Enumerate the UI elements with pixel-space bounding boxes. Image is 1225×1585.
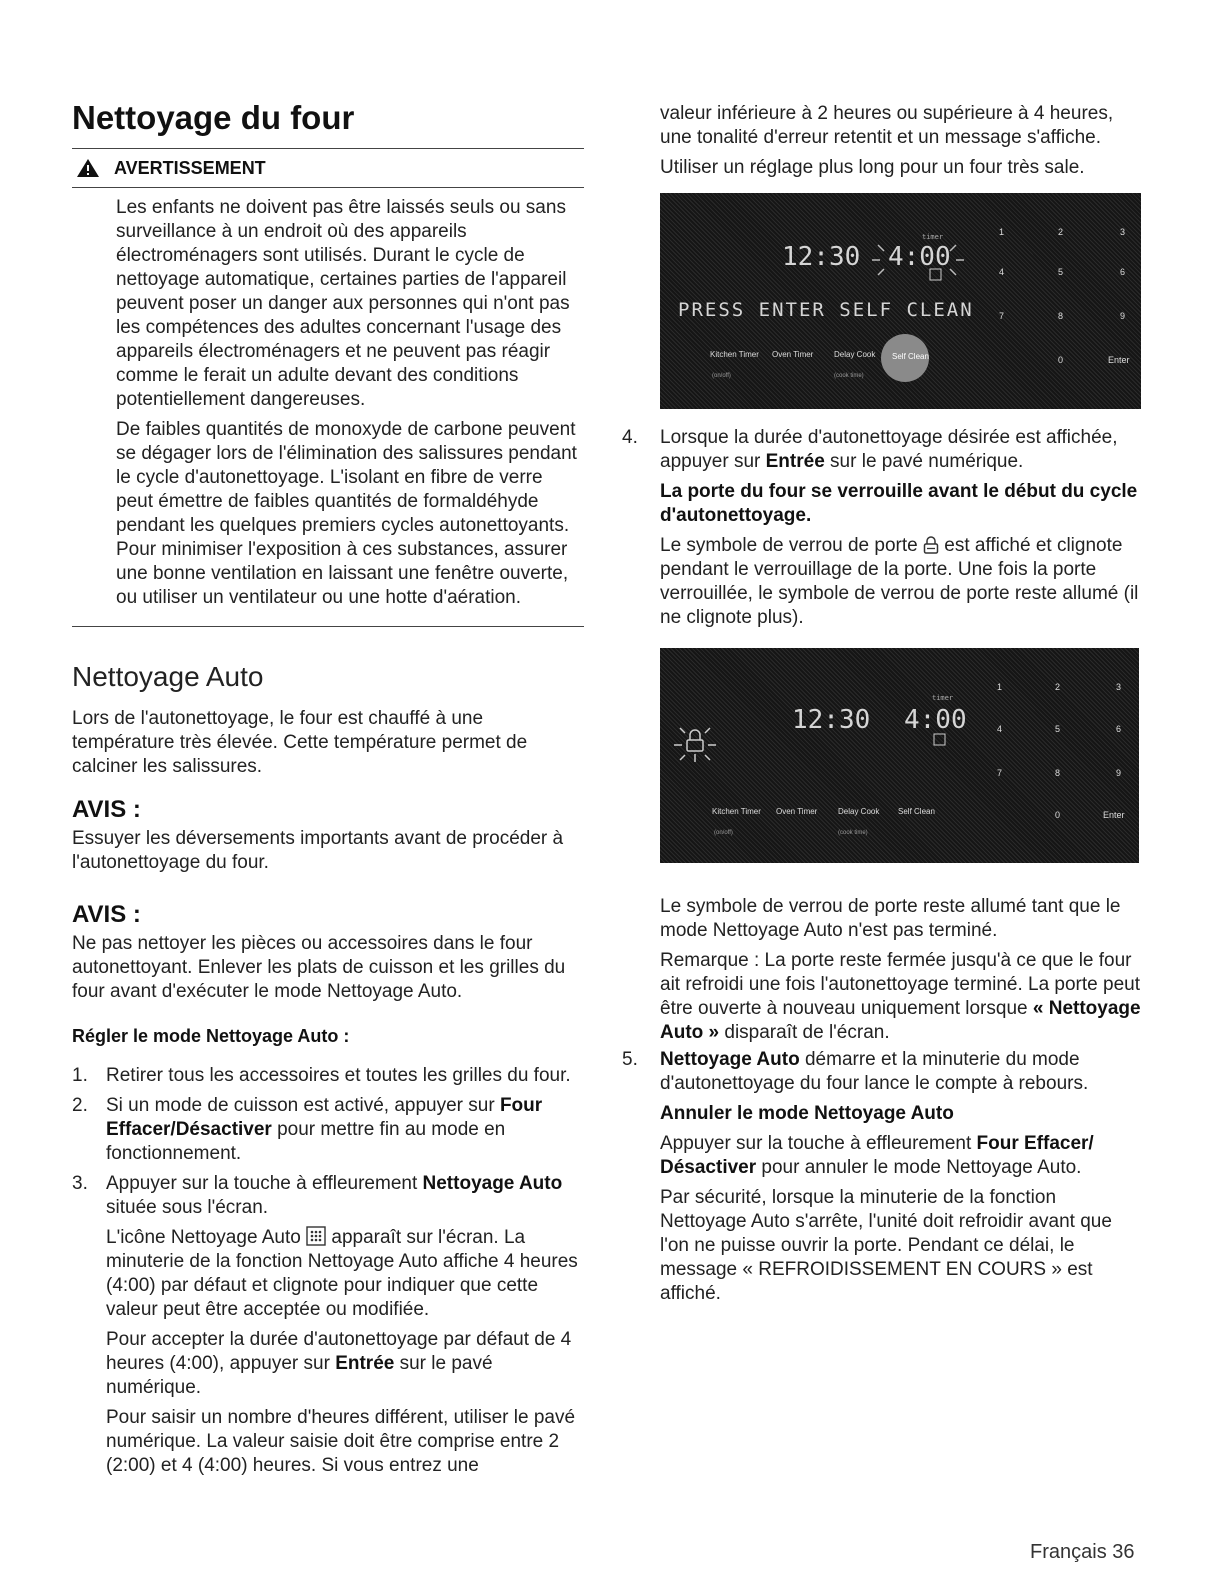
panel-2-self-clean-icon <box>934 734 945 745</box>
step-3-enter-paragraph: Pour saisir un nombre d'heures différent, utiliser le pavé numérique. La valeur saisie doit être comprise entre 2 (2:00) et 4 (4:00) heures. Si vous entrez une <box>106 1407 576 1476</box>
lock-stays-paragraph: Le symbole de verrou de porte reste allumé tant que le mode Nettoyage Auto n'est pas terminé. <box>660 896 1121 941</box>
panel-1-key-2: 2 <box>1058 227 1064 237</box>
panel-1-button-kitchen-timer-sub: (on/off) <box>712 373 731 379</box>
step-4-text: Lorsque la durée d'autonettoyage désirée est affichée, appuyer sur Entrée sur le pavé numérique. <box>660 427 1118 472</box>
step-5-details <box>622 1102 1142 1306</box>
panel-1-button-oven-timer: Oven Timer <box>772 350 814 359</box>
panel-2-key-6: 6 <box>1116 724 1122 734</box>
panel-2-timer-label: timer <box>932 694 954 702</box>
warning-paragraph-2: De faibles quantités de monoxyde de carbone peuvent se dégager lors de l'élimination des salissures pendant le cycle d'autonettoyage. L'isolant en fibre de verre peut émettre de faibles quantités de formaldéhyde pendant les quelques premiers cycles autonettoyants. Pour minimiser l'exposition à ces substances, assurer une bonne ventilation en laissant une fenêtre ouverte, ou utiliser un ventilateur ou une hotte d'aération. <box>116 419 577 608</box>
section-title: Nettoyage Auto <box>72 661 264 692</box>
panel-1-key-7: 7 <box>999 311 1005 321</box>
panel-1-key-1: 1 <box>999 227 1005 237</box>
step-4-details <box>622 480 1142 630</box>
cancel-heading: Annuler le mode Nettoyage Auto <box>660 1103 954 1124</box>
step-1-text: Retirer tous les accessoires et toutes les grilles du four. <box>106 1065 571 1086</box>
notice-1-heading: AVIS : <box>72 796 141 823</box>
warning-paragraph-1: Les enfants ne doivent pas être laissés seuls ou sans surveillance à un endroit où des appareils électroménagers sont utilisés. Durant le cycle de nettoyage automatique, certaines parties de l'appareil peuvent poser un danger aux personnes qui n'ont pas les compétences des adultes concernant l'usage des appareils électroménagers et ne peuvent pas réagir comme le ferait un adulte devant des conditions potentiellement dangereuses. <box>116 197 570 410</box>
step-3-icon-paragraph: L'icône Nettoyage Auto apparaît sur l'écran. La minuterie de la fonction Nettoyage Auto affiche 4 heures (4:00) par défaut et clignote pour indiquer que cette valeur peut être acceptée ou modifiée. <box>106 1227 578 1320</box>
step-3-number: 3. <box>72 1173 88 1194</box>
step-3-text: Appuyer sur la touche à effleurement Nettoyage Auto située sous l'écran. <box>106 1173 563 1218</box>
panel-2-timer-value: 4:00 <box>904 705 967 735</box>
panel-1-key-9: 9 <box>1120 311 1126 321</box>
notice-2 <box>72 900 584 1010</box>
continuation-tip: Utiliser un réglage plus long pour un four très sale. <box>660 157 1085 178</box>
step-4-lock-paragraph: Le symbole de verrou de porte est affiché et clignote pendant le verrouillage de la porte. Une fois la porte verrouillée, le symbole de verrou de porte reste allumé (il ne clignote plus). <box>660 535 1139 628</box>
panel-1-key-4: 4 <box>999 267 1005 277</box>
panel-2-button-self-clean: Self Clean <box>898 807 935 816</box>
control-panel-1-drawing <box>660 193 1141 409</box>
panel-1-button-delay-cook-sub: (cook time) <box>834 373 864 379</box>
warning-triangle-icon <box>76 158 100 178</box>
step-5 <box>622 1048 1142 1312</box>
panel-2-key-7: 7 <box>997 768 1003 778</box>
cancel-paragraph: Appuyer sur la touche à effleurement Four Effacer/ Désactiver pour annuler le mode Nettoyage Auto. <box>660 1133 1094 1178</box>
step-5-number: 5. <box>622 1049 638 1070</box>
after-lock-text <box>660 895 1142 1051</box>
control-panel-2-drawing <box>660 648 1139 863</box>
panel-1-key-5: 5 <box>1058 267 1064 277</box>
panel-2-key-enter: Enter <box>1103 810 1125 820</box>
panel-2-clock: 12:30 <box>792 705 871 735</box>
step-5-text: Nettoyage Auto démarre et la minuterie du mode d'autonettoyage du four lance le compte à rebours. <box>660 1049 1089 1094</box>
step-4-lock-notice: La porte du four se verrouille avant le début du cycle d'autonettoyage. <box>660 481 1138 526</box>
setup-heading: Régler le mode Nettoyage Auto : <box>72 1026 350 1046</box>
panel-1-button-delay-cook: Delay Cook <box>834 350 876 359</box>
setup-steps <box>72 1024 587 1484</box>
panel-2-key-3: 3 <box>1116 682 1122 692</box>
panel-1-key-enter: Enter <box>1108 355 1130 365</box>
panel-2-key-0: 0 <box>1055 810 1061 820</box>
step-4 <box>622 426 1142 636</box>
step-2-text: Si un mode de cuisson est activé, appuyer sur Four Effacer/Désactiver pour mettre fin au mode en fonctionnement. <box>106 1095 543 1164</box>
step-2 <box>72 1094 587 1166</box>
step-1 <box>72 1064 587 1088</box>
panel-2-button-oven-timer: Oven Timer <box>776 807 818 816</box>
panel-1-key-6: 6 <box>1120 267 1126 277</box>
warning-box <box>72 148 584 627</box>
panel-1-key-8: 8 <box>1058 311 1064 321</box>
panel-1-key-0: 0 <box>1058 355 1064 365</box>
control-panel-image-1 <box>660 193 1141 409</box>
warning-body <box>72 188 584 626</box>
step-4-number: 4. <box>622 427 638 448</box>
control-panel-image-2 <box>660 648 1139 863</box>
panel-2-button-kitchen-timer: Kitchen Timer <box>712 807 761 816</box>
remark-paragraph: Remarque : La porte reste fermée jusqu'à ce que le four ait refroidi une fois l'autonettoyage terminé. La porte peut être ouverte à nouveau uniquement lorsque « Nettoyage Auto » disparaît de l'écran. <box>660 950 1141 1043</box>
panel-2-key-1: 1 <box>997 682 1003 692</box>
step-3-details <box>72 1226 587 1478</box>
panel-1-button-self-clean: Self Clean <box>892 352 929 361</box>
notice-1-text: Essuyer les déversements importants avant de procéder à l'autonettoyage du four. <box>72 828 564 873</box>
panel-2-button-kitchen-timer-sub: (on/off) <box>714 830 733 836</box>
step-3 <box>72 1172 587 1220</box>
door-lock-icon <box>923 536 939 554</box>
safety-paragraph: Par sécurité, lorsque la minuterie de la fonction Nettoyage Auto s'arrête, l'unité doit refroidir avant que l'on ne puisse ouvrir la porte. Pendant ce délai, le message « REFROIDISSEMENT EN COURS » est affiché. <box>660 1187 1112 1304</box>
panel-2-button-delay-cook-sub: (cook time) <box>838 830 868 836</box>
panel-1-key-3: 3 <box>1120 227 1126 237</box>
panel-1-timer-label: timer <box>922 233 944 241</box>
page-title: Nettoyage du four <box>72 99 355 136</box>
panel-1-clock: 12:30 <box>782 242 861 272</box>
step-2-number: 2. <box>72 1095 88 1116</box>
panel-1-message: PRESS ENTER SELF CLEAN <box>678 299 974 321</box>
step-1-number: 1. <box>72 1065 88 1086</box>
section-intro: Lors de l'autonettoyage, le four est chauffé à une température très élevée. Cette température permet de calciner les salissures. <box>72 708 528 777</box>
page-footer: Français 36 <box>1030 1541 1135 1563</box>
notice-1 <box>72 795 584 881</box>
panel-2-key-8: 8 <box>1055 768 1061 778</box>
warning-heading: AVERTISSEMENT <box>114 158 266 178</box>
notice-2-heading: AVIS : <box>72 901 141 928</box>
panel-2-key-5: 5 <box>1055 724 1061 734</box>
continuation-text: valeur inférieure à 2 heures ou supérieure à 4 heures, une tonalité d'erreur retentit et un message s'affiche. <box>660 103 1114 148</box>
panel-2-door-lock-icon <box>674 728 716 762</box>
panel-1-timer-value: 4:00 <box>888 242 951 272</box>
step-3-accept-paragraph: Pour accepter la durée d'autonettoyage par défaut de 4 heures (4:00), appuyer sur Entrée sur le pavé numérique. <box>106 1329 572 1398</box>
notice-2-text: Ne pas nettoyer les pièces ou accessoires dans le four autonettoyant. Enlever les plats de cuisson et les grilles du four avant d'exécuter le mode Nettoyage Auto. <box>72 933 566 1002</box>
panel-2-key-9: 9 <box>1116 768 1122 778</box>
panel-2-key-4: 4 <box>997 724 1003 734</box>
panel-2-button-delay-cook: Delay Cook <box>838 807 880 816</box>
panel-1-button-kitchen-timer: Kitchen Timer <box>710 350 759 359</box>
panel-2-key-2: 2 <box>1055 682 1061 692</box>
right-continuation <box>660 102 1142 186</box>
warning-header <box>72 149 584 188</box>
self-clean-icon <box>306 1226 326 1246</box>
